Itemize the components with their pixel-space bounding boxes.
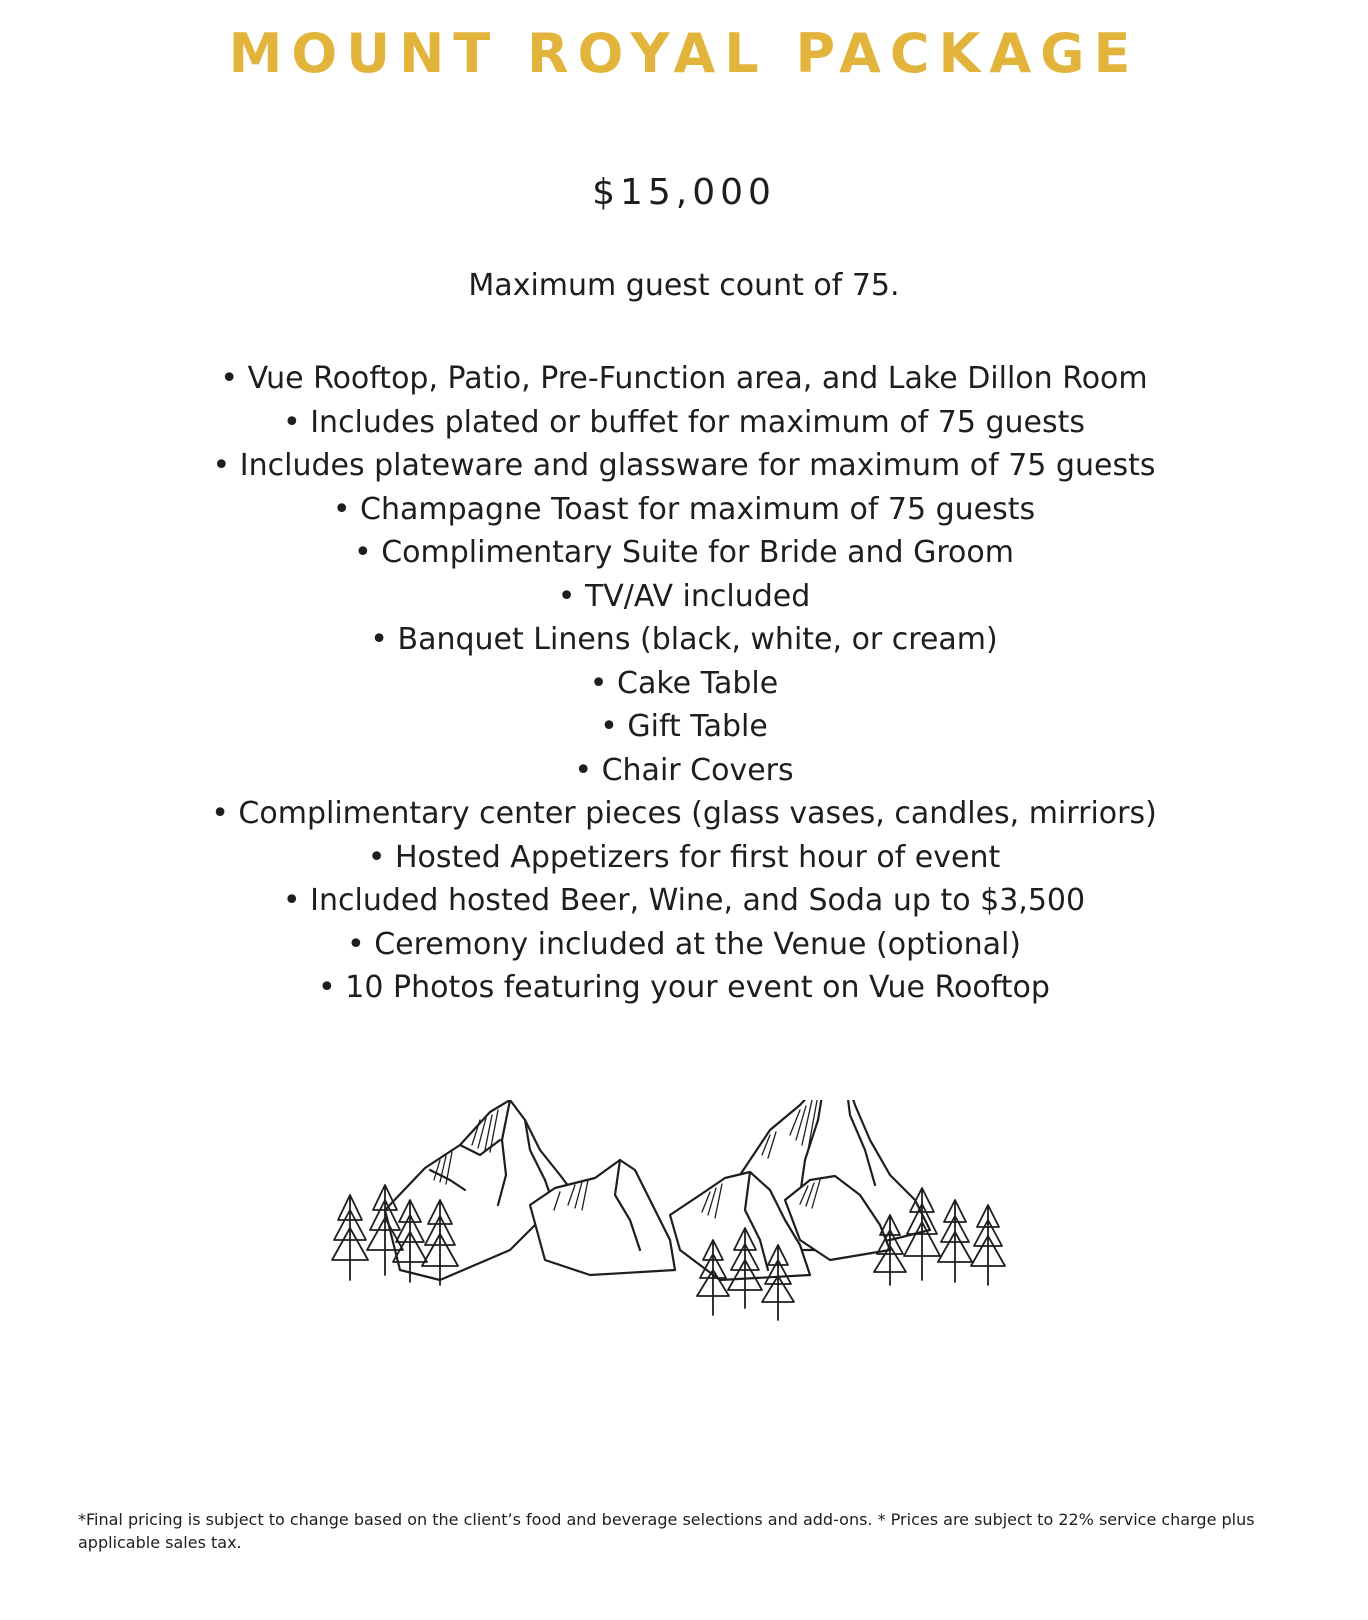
feature-item: • 10 Photos featuring your event on Vue Rooftop (0, 966, 1368, 1010)
feature-item: • Cake Table (0, 662, 1368, 706)
feature-item: • Complimentary Suite for Bride and Groom (0, 531, 1368, 575)
feature-item: • Vue Rooftop, Patio, Pre-Function area, and Lake Dillon Room (0, 357, 1368, 401)
pricing-footnote: *Final pricing is subject to change based on the client’s food and beverage selections and add-ons. * Prices are subject to 22% service charge plus applicable sales tax. (78, 1510, 1255, 1552)
mountain-range (385, 1100, 930, 1280)
package-title: MOUNT ROYAL PACKAGE (228, 22, 1140, 85)
feature-list (0, 357, 1368, 1010)
feature-item: • Gift Table (0, 705, 1368, 749)
guest-count: Maximum guest count of 75. (468, 268, 900, 303)
feature-item: • Included hosted Beer, Wine, and Soda up to $3,500 (0, 879, 1368, 923)
feature-item: • Includes plateware and glassware for maximum of 75 guests (0, 444, 1368, 488)
feature-item: • Champagne Toast for maximum of 75 guests (0, 488, 1368, 532)
feature-item: • TV/AV included (0, 575, 1368, 619)
feature-item: • Chair Covers (0, 749, 1368, 793)
feature-item: • Banquet Linens (black, white, or cream) (0, 618, 1368, 662)
feature-item: • Includes plated or buffet for maximum of 75 guests (0, 401, 1368, 445)
package-price: $15,000 (592, 172, 776, 213)
feature-item: • Ceremony included at the Venue (optional) (0, 923, 1368, 967)
feature-item: • Complimentary center pieces (glass vases, candles, mirriors) (0, 792, 1368, 836)
feature-item: • Hosted Appetizers for first hour of event (0, 836, 1368, 880)
mountains-with-pine-trees-icon (330, 1100, 1050, 1350)
